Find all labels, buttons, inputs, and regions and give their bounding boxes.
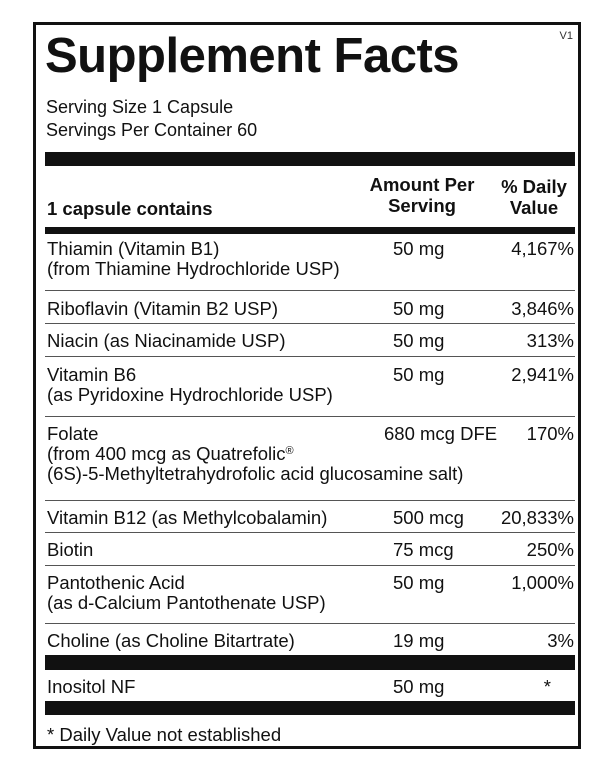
header-amount-line2: Serving [388, 195, 456, 216]
row-divider [45, 565, 575, 566]
nutrient-daily-value: 170% [526, 423, 574, 444]
nutrient-name: Pantothenic Acid (as d-Calcium Pantothenate USP) [47, 572, 326, 613]
nutrient-amount: 50 mg [393, 330, 445, 351]
nutrient-name: Inositol NF [47, 676, 136, 697]
header-daily-value [494, 176, 574, 218]
nutrient-daily-value: 2,941% [511, 364, 574, 385]
nutrient-name: Folate (from 400 mcg as Quatrefolic® (6S)-5-Methyltetrahydrofolic acid glucosamine salt) [47, 423, 464, 484]
nutrient-daily-value: 3% [547, 630, 574, 651]
header-amount-line1: Amount Per [369, 174, 475, 195]
nutrient-amount: 50 mg [393, 572, 445, 593]
nutrient-amount: 500 mcg [393, 507, 464, 528]
nutrient-daily-value: * [543, 676, 551, 697]
nutrient-name: Riboflavin (Vitamin B2 USP) [47, 298, 278, 319]
registered-mark: ® [285, 445, 294, 457]
row-divider [45, 323, 575, 324]
nutrient-daily-value: 250% [526, 539, 574, 560]
servings-per-container: Servings Per Container 60 [46, 120, 258, 140]
nutrient-name: Thiamin (Vitamin B1) (from Thiamine Hydrochloride USP) [47, 238, 340, 279]
header-amount [356, 174, 488, 216]
row-divider [45, 500, 575, 501]
nutrient-amount: 680 mcg DFE [384, 423, 498, 444]
nutrient-amount: 50 mg [393, 676, 445, 697]
row-divider [45, 290, 575, 291]
nutrient-name: Vitamin B6 (as Pyridoxine Hydrochloride USP) [47, 364, 333, 405]
row-divider [45, 356, 575, 357]
serving-size: Serving Size 1 Capsule [46, 97, 234, 117]
header-dv-line1: % Daily [501, 176, 567, 197]
thick-divider-top [45, 152, 575, 166]
nutrient-daily-value: 4,167% [511, 238, 574, 259]
nutrient-amount: 19 mg [393, 630, 445, 651]
nutrient-daily-value: 1,000% [511, 572, 574, 593]
thick-divider-bottom [45, 701, 575, 715]
header-contains: 1 capsule contains [47, 198, 213, 219]
header-dv-line2: Value [509, 197, 559, 218]
nutrient-name: Vitamin B12 (as Methylcobalamin) [47, 507, 328, 528]
thick-divider-middle [45, 655, 575, 670]
nutrient-amount: 50 mg [393, 298, 445, 319]
nutrient-name: Choline (as Choline Bitartrate) [47, 630, 295, 651]
divider-header [45, 227, 575, 234]
nutrient-daily-value: 313% [526, 330, 574, 351]
supplement-facts-panel [33, 22, 581, 749]
nutrient-name: Biotin [47, 539, 94, 560]
nutrient-amount: 50 mg [393, 238, 445, 259]
footnote: * Daily Value not established [47, 724, 282, 745]
nutrient-name: Niacin (as Niacinamide USP) [47, 330, 286, 351]
row-divider [45, 623, 575, 624]
nutrient-daily-value: 3,846% [511, 298, 574, 319]
row-divider [45, 416, 575, 417]
row-divider [45, 532, 575, 533]
nutrient-amount: 50 mg [393, 364, 445, 385]
nutrient-amount: 75 mcg [393, 539, 454, 560]
version-code: V1 [559, 30, 573, 42]
label-title: Supplement Facts [45, 29, 460, 83]
nutrient-daily-value: 20,833% [500, 507, 574, 528]
